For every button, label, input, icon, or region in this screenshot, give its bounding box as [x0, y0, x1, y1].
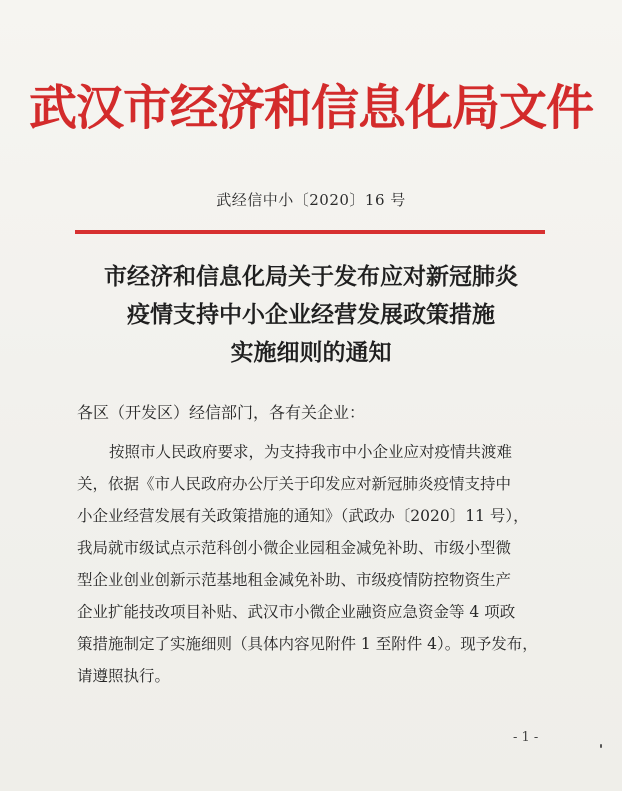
salutation: 各区（开发区）经信部门，各有关企业： [77, 403, 366, 422]
red-divider-rule [75, 230, 545, 234]
page-number: - 1 - [513, 730, 539, 745]
notice-title-line-3: 实施细则的通知 [230, 339, 392, 366]
body-line: 请遵照执行。 [77, 667, 171, 685]
notice-title-line-2: 疫情支持中小企业经营发展政策措施 [127, 301, 495, 328]
body-line: 关，依据《市人民政府办公厅关于印发应对新冠肺炎疫情支持中 [77, 475, 512, 493]
body-line: 企业扩能技改项目补贴、武汉市小微企业融资应急资金等 4 项政 [77, 603, 516, 621]
document-number: 武经信中小〔2020〕16 号 [216, 191, 406, 209]
notice-title [0, 258, 622, 372]
scan-speck [600, 744, 602, 748]
body-line: 策措施制定了实施细则（具体内容见附件 1 至附件 4）。现予发布， [77, 635, 538, 653]
body-line: 按照市人民政府要求，为支持我市中小企业应对疫情共渡难 [109, 443, 513, 461]
document-header-title: 武汉市经济和信息化局文件 [28, 80, 593, 136]
body-line: 小企业经营发展有关政策措施的通知》（武政办〔2020〕11 号）， [77, 507, 529, 525]
body-line: 型企业创业创新示范基地租金减免补助、市级疫情防控物资生产 [77, 571, 512, 589]
body-line: 我局就市级试点示范科创小微企业园租金减免补助、市级小型微 [77, 539, 512, 557]
body-paragraph [77, 436, 557, 692]
notice-title-line-1: 市经济和信息化局关于发布应对新冠肺炎 [104, 263, 518, 290]
